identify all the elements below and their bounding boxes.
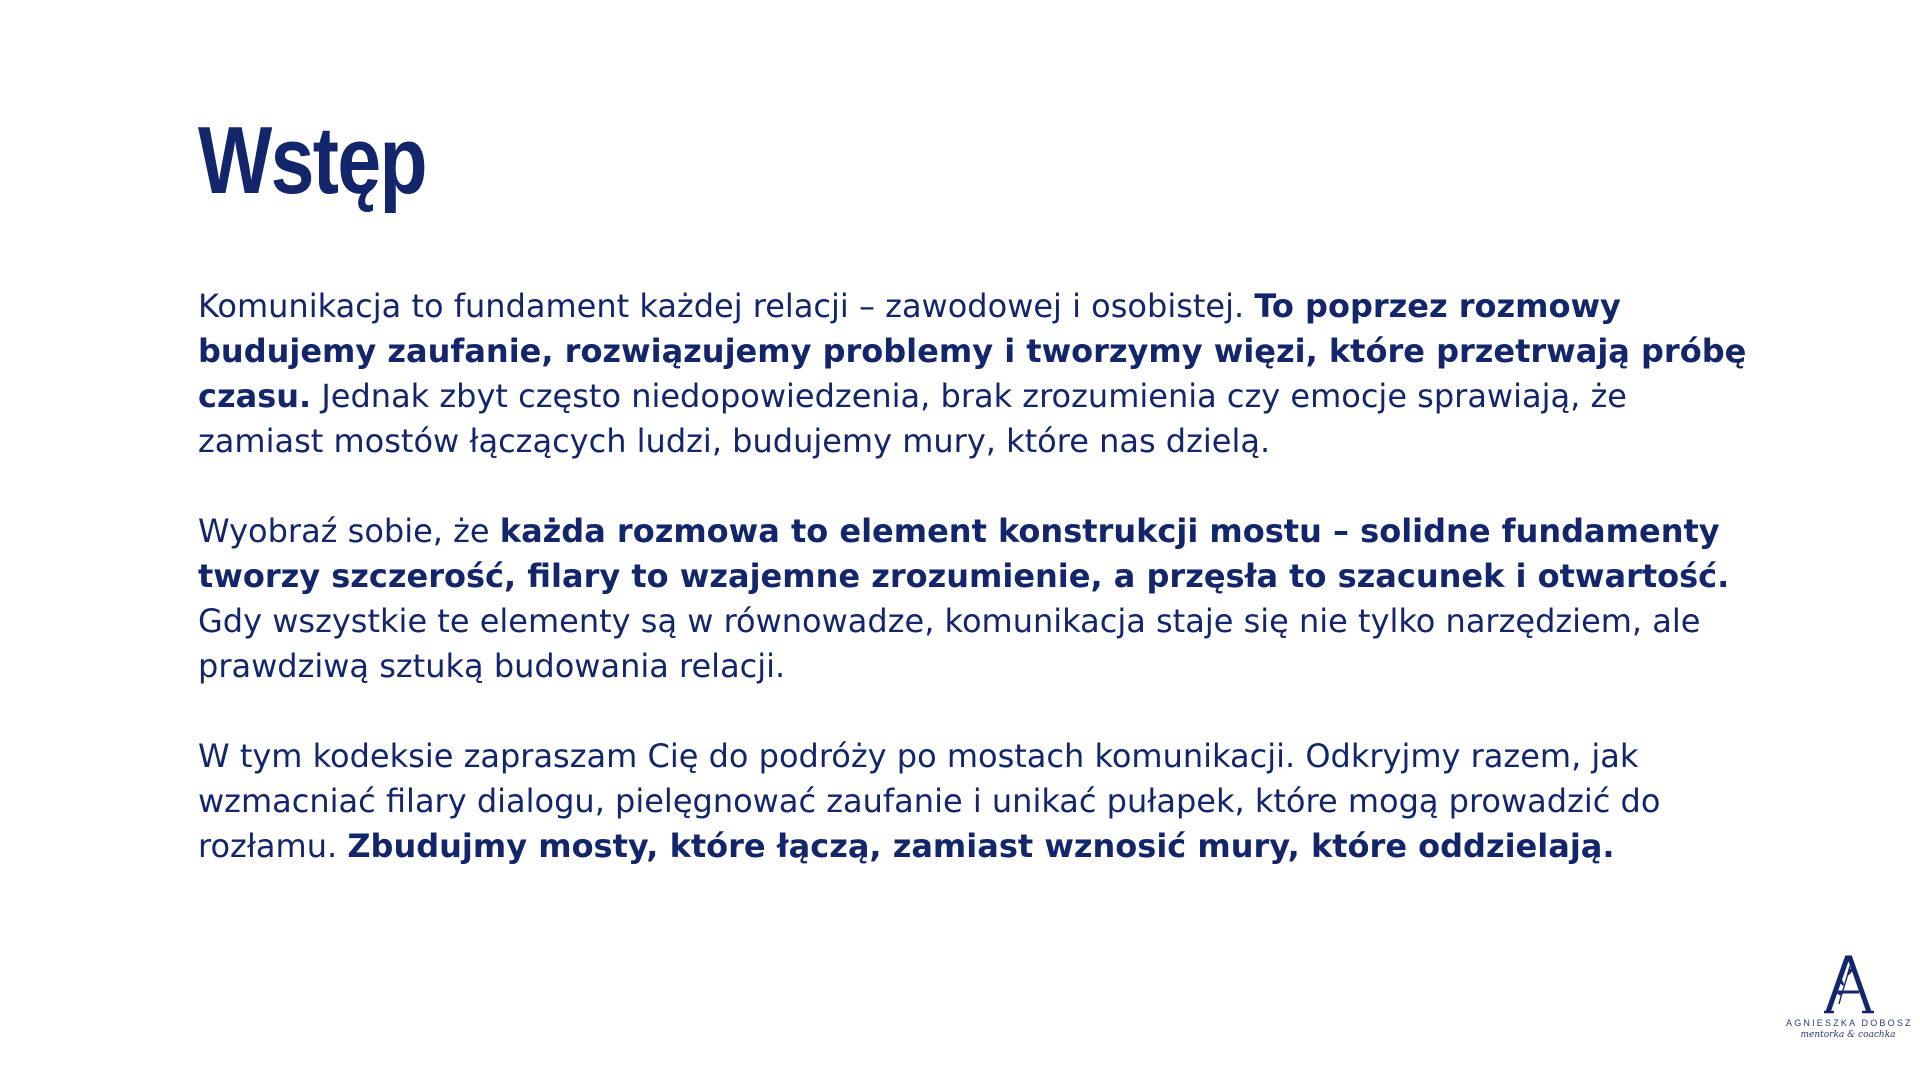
paragraph-3-part-1: W tym kodeksie zapraszam Cię do podróży po mostach komunikacji. Odkryjmy razem, jak wzmacniać filary dialogu, pielęgnować zaufanie i unikać pułapek, które mogą prowadzić do rozłamu. (198, 737, 1661, 865)
page-title: Wstęp (198, 107, 426, 214)
paragraph-3 (198, 734, 1758, 869)
paragraph-1 (198, 284, 1758, 464)
paragraph-2-part-1: Wyobraź sobie, że (198, 512, 500, 550)
letter-a-monogram-icon (1820, 952, 1876, 1016)
logo-name: AGNIESZKA DOBOSZ (1786, 1018, 1913, 1028)
paragraph-3-part-2-bold: Zbudujmy mosty, które łączą, zamiast wznosić mury, które oddzielają. (347, 827, 1615, 865)
logo-subtitle: mentorka & coachka (1800, 1030, 1896, 1040)
paragraph-2-part-2-bold: każda rozmowa to element konstrukcji mostu – solidne fundamenty tworzy szczerość, filary to wzajemne zrozumienie, a przęsła to szacunek i otwartość. (198, 512, 1730, 595)
paragraph-2-part-3: Gdy wszystkie te elementy są w równowadze, komunikacja staje się nie tylko narzędziem, ale prawdziwą sztuką budowania relacji. (198, 602, 1701, 685)
paragraph-1-part-1: Komunikacja to fundament każdej relacji – zawodowej i osobistej. (198, 287, 1255, 325)
paragraph-1-part-3: Jednak zbyt często niedopowiedzenia, brak zrozumienia czy emocje sprawiają, że zamiast mostów łączących ludzi, budujemy mury, które nas dzielą. (198, 377, 1627, 460)
paragraph-2 (198, 509, 1758, 689)
brand-logo (1786, 952, 1913, 1058)
paragraph-1-part-2-bold: To poprzez rozmowy budujemy zaufanie, rozwiązujemy problemy i tworzymy więzi, które przetrwają próbę czasu. (198, 287, 1747, 415)
intro-content (198, 284, 1758, 914)
